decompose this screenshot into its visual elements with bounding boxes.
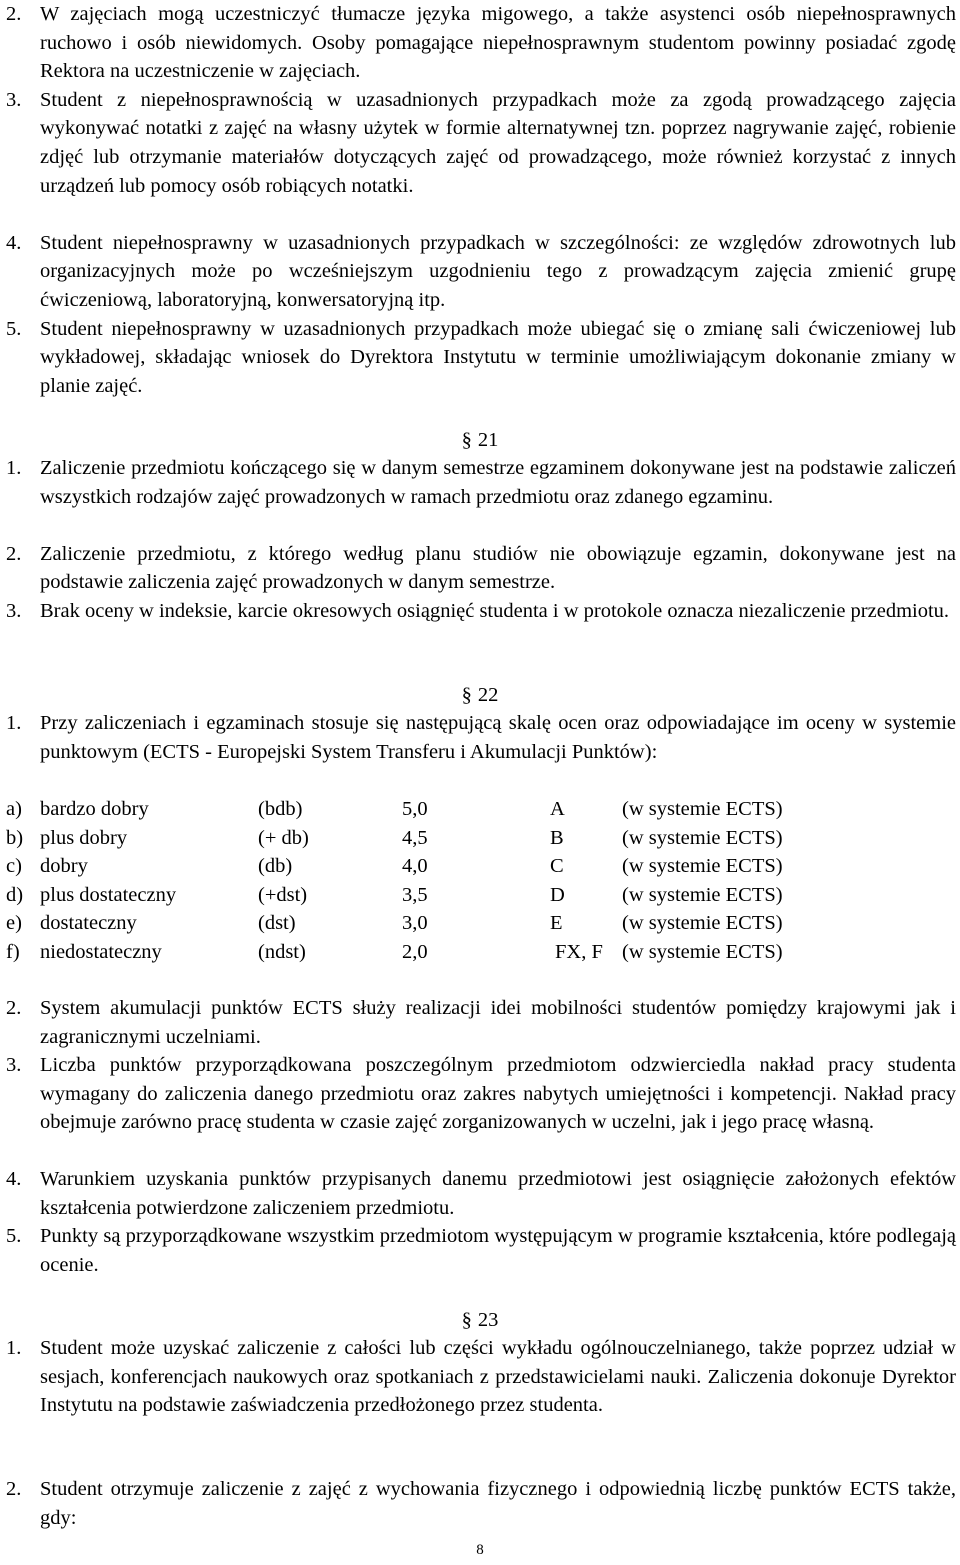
item-text: Student z niepełnosprawnością w uzasadnionych przypadkach może za zgodą prowadzącego zajęcia wykonywać notatki z zajęć na własny użytek w formie alternatywnej tzn. poprzez nagrywanie zajęć, robienie zdjęć lub otrzymanie materiałów dotyczących zajęć od prowadzącego, może również korzystać z innych urządzeń lub pomocy osób robiących notatki.: [40, 88, 956, 197]
grade-value: 3,0: [402, 912, 428, 935]
item-number: 1.: [6, 457, 22, 479]
grade-ects: C: [550, 855, 564, 878]
grade-note: (w systemie ECTS): [622, 826, 783, 849]
item-number: 2.: [6, 997, 22, 1019]
item-text: Przy zaliczeniach i egzaminach stosuje się następującą skalę ocen oraz odpowiadające im oceny w systemie punktowym (ECTS - Europejski System Transferu i Akumulacji Punktów):: [40, 712, 956, 763]
section-number: 23: [477, 1309, 499, 1331]
grade-value: 3,5: [402, 883, 428, 906]
s20-item-5: [6, 315, 956, 401]
s23-item-2: [6, 1475, 956, 1532]
section-heading-23: [0, 1306, 960, 1335]
grade-ects: E: [550, 912, 563, 935]
item-text: Student niepełnosprawny w uzasadnionych przypadkach w szczególności: ze względów zdrowotnych lub organizacyjnych może po wcześniejszym uzgodnieniu tego z prowadzącym zajęcia zmienić grupę ćwiczeniową, laboratoryjną, konwersatoryjną itp.: [40, 231, 956, 311]
item-number: 3.: [6, 88, 22, 111]
item-number: 5.: [6, 1225, 22, 1247]
grade-name: dobry: [40, 855, 88, 878]
item-text: Brak oceny w indeksie, karcie okresowych osiągnięć studenta i w protokole oznacza niezaliczenie przedmiotu.: [40, 600, 950, 622]
grade-row: [6, 824, 956, 853]
grade-row: [6, 795, 956, 824]
grade-letter: f): [6, 941, 20, 963]
item-number: 4.: [6, 1168, 22, 1190]
item-text: Student może uzyskać zaliczenie z całości lub części wykładu ogólnouczelnianego, także poprzez udział w sesjach, konferencjach naukowych oraz spotkaniach z przedstawicielami nauki. Zaliczenia dokonuje Dyrektor Instytutu na podstawie zaświadczenia przedłożonego przez studenta.: [40, 1337, 956, 1417]
section-heading-21: [0, 426, 960, 455]
grade-row: [6, 909, 956, 938]
section-heading-22: [0, 681, 960, 710]
grade-value: 4,0: [402, 855, 428, 878]
s22-item-3: [6, 1051, 956, 1137]
item-number: 1.: [6, 712, 22, 734]
grade-abbr: (ndst): [258, 941, 306, 963]
section-number: 22: [477, 684, 499, 706]
item-text: W zajęciach mogą uczestniczyć tłumacze języka migowego, a także asystenci osób niepełnosprawnych ruchowo i osób niewidomych. Osoby pomagające niepełnosprawnym studentom powinny posiadać zgodę Rektora na uczestniczenie w zajęciach.: [40, 3, 956, 83]
s22-item-5: [6, 1222, 956, 1279]
item-text: Zaliczenie przedmiotu kończącego się w danym semestrze egzaminem dokonywane jest na podstawie zaliczeń wszystkich rodzajów zajęć prowadzonych w ramach przedmiotu oraz zdanego egzaminu.: [40, 457, 956, 508]
section-symbol: §: [461, 429, 472, 451]
s20-item-2: [6, 0, 956, 86]
s21-item-3: [6, 597, 956, 626]
grade-note: (w systemie ECTS): [622, 798, 783, 820]
section-number: 21: [477, 429, 499, 451]
grade-letter: b): [6, 826, 24, 849]
grade-abbr: (bdb): [258, 798, 303, 820]
grade-letter: e): [6, 912, 22, 935]
grade-note: (w systemie ECTS): [622, 912, 783, 935]
item-text: System akumulacji punktów ECTS służy realizacji idei mobilności studentów pomiędzy krajowymi jak i zagranicznymi uczelniami.: [40, 997, 956, 1048]
grade-value: 5,0: [402, 798, 428, 820]
grade-note: (w systemie ECTS): [622, 941, 783, 963]
grade-row: [6, 938, 956, 967]
grade-abbr: (dst): [258, 912, 296, 935]
grade-row: [6, 852, 956, 881]
item-text: Liczba punktów przyporządkowana poszczególnym przedmiotom odzwierciedla nakład pracy studenta wymagany do zaliczenia danego przedmiotu oraz zakres nabytych umiejętności i kompetencji. Nakład pracy obejmuje zarówno pracę studenta w czasie zajęć zorganizowanych w uczelni, jak i jego pracę własną.: [40, 1054, 956, 1134]
section-symbol: §: [461, 1309, 472, 1331]
grade-ects: A: [550, 798, 565, 820]
item-number: 3.: [6, 600, 22, 622]
grade-ects: B: [550, 826, 564, 849]
s21-item-1: [6, 454, 956, 511]
s20-item-3: [6, 86, 956, 200]
grade-name: plus dostateczny: [40, 883, 177, 906]
grade-ects: FX, F: [555, 941, 603, 963]
grade-note: (w systemie ECTS): [622, 855, 783, 878]
grade-name: plus dobry: [40, 826, 128, 849]
grade-name: niedostateczny: [40, 941, 162, 963]
item-number: 2.: [6, 542, 22, 565]
s22-item-4: [6, 1165, 956, 1222]
item-text: Zaliczenie przedmiotu, z którego według planu studiów nie obowiązuje egzamin, dokonywane jest na podstawie zaliczenia zajęć prowadzonych w danym semestrze.: [40, 542, 956, 594]
grade-abbr: (+ db): [258, 826, 309, 849]
grade-letter: d): [6, 883, 24, 906]
grade-letter: c): [6, 855, 22, 878]
item-text: Punkty są przyporządkowane wszystkim przedmiotom występującym w programie kształcenia, które podlegają ocenie.: [40, 1225, 956, 1276]
item-number: 5.: [6, 317, 22, 340]
grade-ects: D: [550, 883, 565, 906]
s20-item-4: [6, 229, 956, 315]
item-number: 3.: [6, 1054, 22, 1076]
grade-name: bardzo dobry: [40, 798, 149, 820]
grade-value: 2,0: [402, 941, 428, 963]
item-text: Warunkiem uzyskania punktów przypisanych danemu przedmiotowi jest osiągnięcie założonych efektów kształcenia potwierdzone zaliczeniem przedmiotu.: [40, 1168, 956, 1219]
item-number: 4.: [6, 231, 22, 254]
grade-row: [6, 881, 956, 910]
grade-name: dostateczny: [40, 912, 137, 935]
page-number: 8: [476, 1542, 484, 1558]
grade-note: (w systemie ECTS): [622, 883, 783, 906]
grade-abbr: (+dst): [258, 883, 308, 906]
grade-letter: a): [6, 798, 22, 820]
item-text: Student niepełnosprawny w uzasadnionych przypadkach może ubiegać się o zmianę sali ćwiczeniowej lub wykładowej, składając wniosek do Dyrektora Instytutu w terminie umożliwiającym dokonanie zmiany w planie zajęć.: [40, 317, 956, 397]
s22-item-2: [6, 994, 956, 1051]
grade-abbr: (db): [258, 855, 293, 878]
item-number: 2.: [6, 1478, 22, 1500]
section-symbol: §: [461, 684, 472, 706]
s23-item-1: [6, 1334, 956, 1420]
item-text: Student otrzymuje zaliczenie z zajęć z wychowania fizycznego i odpowiednią liczbę punktów ECTS także, gdy:: [40, 1478, 956, 1529]
item-number: 2.: [6, 3, 22, 25]
item-number: 1.: [6, 1337, 22, 1359]
grade-value: 4,5: [402, 826, 428, 849]
s21-item-2: [6, 540, 956, 597]
s22-item-1: [6, 709, 956, 766]
